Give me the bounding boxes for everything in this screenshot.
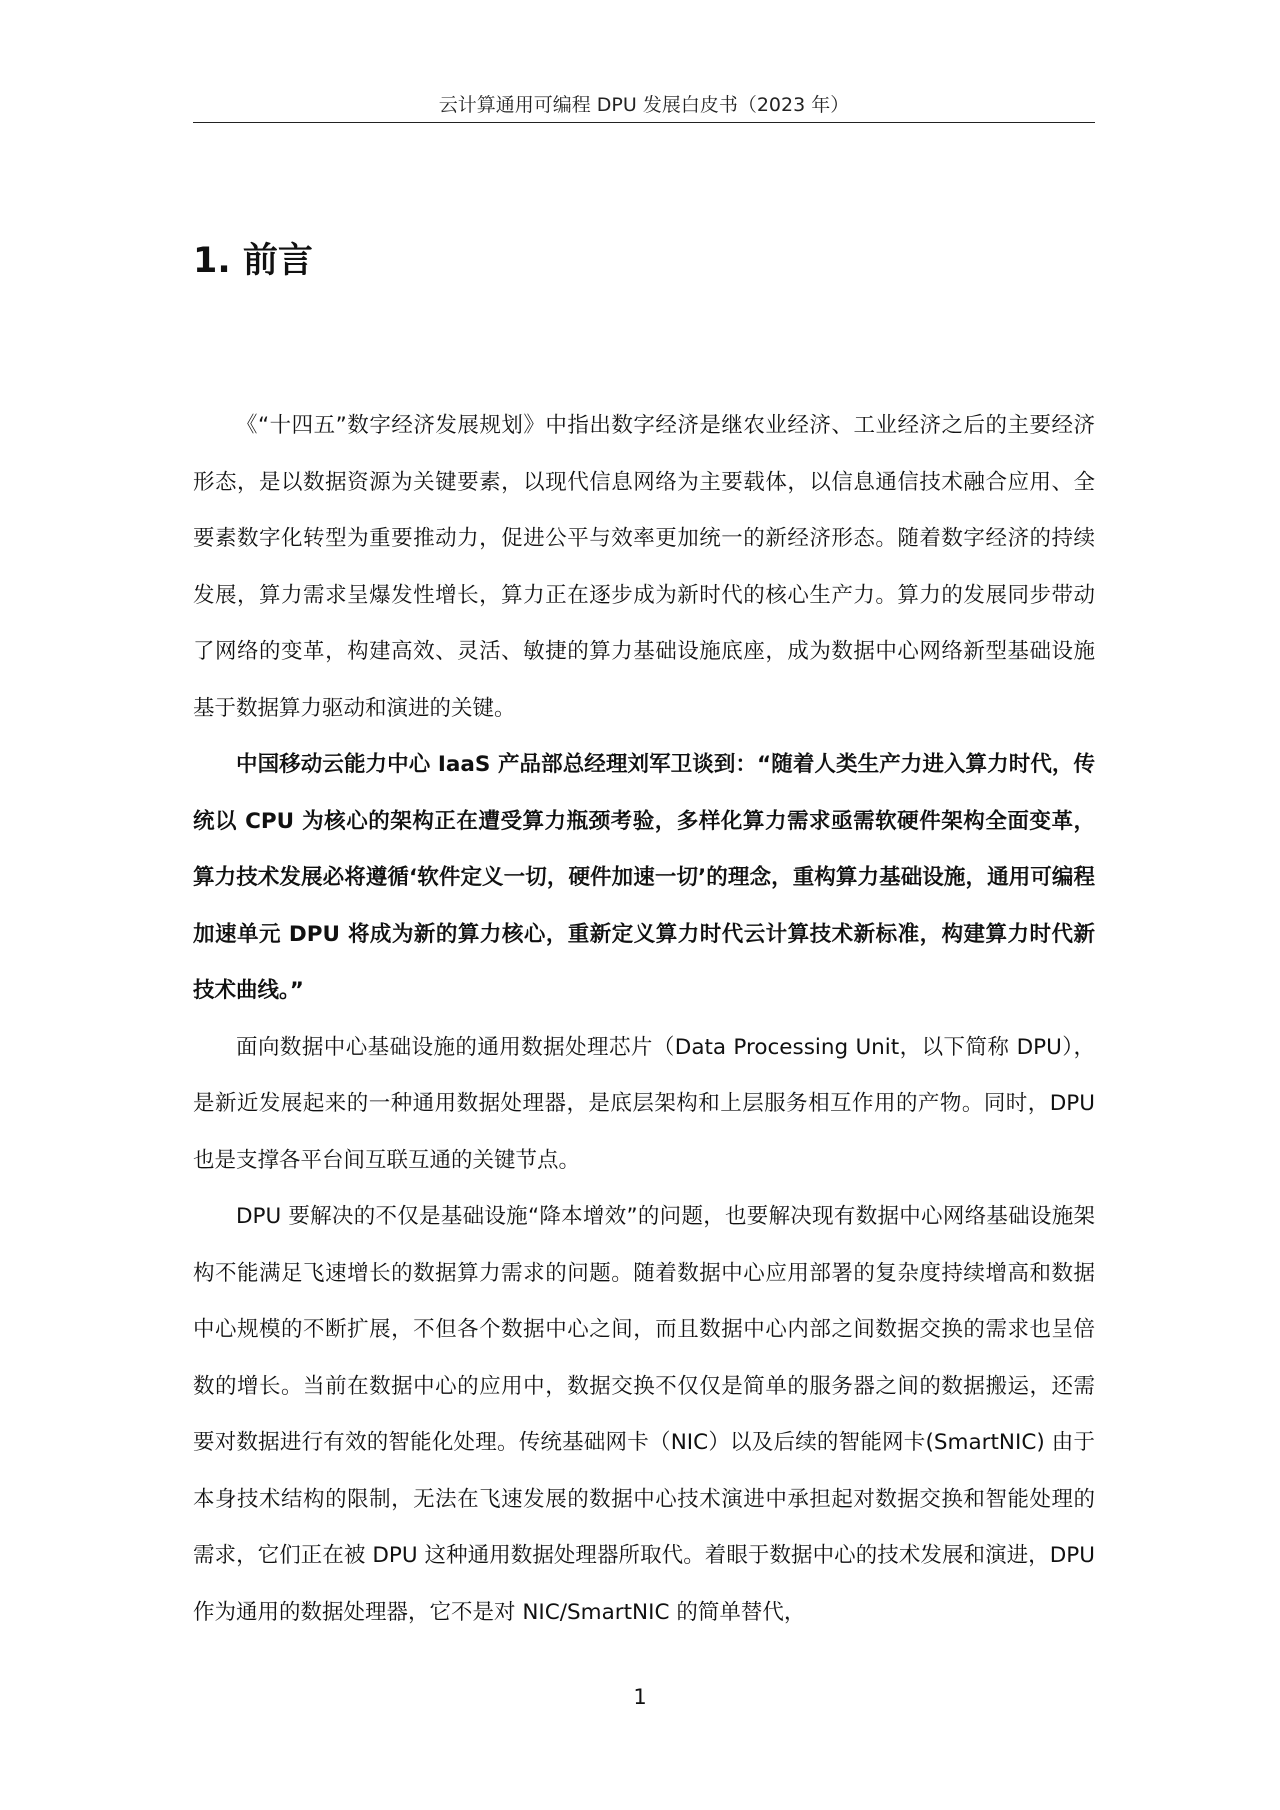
page-header xyxy=(193,88,1095,123)
page-number: 1 xyxy=(633,1685,647,1709)
paragraph-dpu-problems: DPU 要解决的不仅是基础设施“降本增效”的问题，也要解决现有数据中心网络基础设施架构不能满足飞速增长的数据算力需求的问题。随着数据中心应用部署的复杂度持续增高和数据中心规模的不断扩展，不但各个数据中心之间，而且数据中心内部之间数据交换的需求也呈倍数的增长。当前在数据中心的应用中，数据交换不仅仅是简单的服务器之间的数据搬运，还需要对数据进行有效的智能化处理。传统基础网卡（NIC）以及后续的智能网卡(SmartNIC) 由于本身技术结构的限制，无法在飞速发展的数据中心技术演进中承担起对数据交换和智能处理的需求，它们正在被 DPU 这种通用数据处理器所取代。着眼于数据中心的技术发展和演进，DPU 作为通用的数据处理器，它不是对 NIC/SmartNIC 的简单替代， xyxy=(193,1204,1095,1625)
paragraph-intro: 《“十四五”数字经济发展规划》中指出数字经济是继农业经济、工业经济之后的主要经济形态，是以数据资源为关键要素，以现代信息网络为主要载体，以信息通信技术融合应用、全要素数字化转型为重要推动力，促进公平与效率更加统一的新经济形态。随着数字经济的持续发展，算力需求呈爆发性增长，算力正在逐步成为新时代的核心生产力。算力的发展同步带动了网络的变革，构建高效、灵活、敏捷的算力基础设施底座，成为数据中心网络新型基础设施基于数据算力驱动和演进的关键。 xyxy=(193,413,1095,721)
section-title: 1. 前言 xyxy=(193,241,313,281)
paragraph-quote: 中国移动云能力中心 IaaS 产品部总经理刘军卫谈到：“随着人类生产力进入算力时代，传统以 CPU 为核心的架构正在遭受算力瓶颈考验，多样化算力需求亟需软硬件架构全面变革，算力技术发展必将遵循‘软件定义一切，硬件加速一切’的理念，重构算力基础设施，通用可编程加速单元 DPU 将成为新的算力核心，重新定义算力时代云计算技术新标准，构建算力时代新技术曲线。” xyxy=(193,752,1095,1003)
body-text xyxy=(193,398,1095,1641)
header-title: 云计算通用可编程 DPU 发展白皮书（2023 年） xyxy=(438,94,850,116)
paragraph-dpu-definition: 面向数据中心基础设施的通用数据处理芯片（Data Processing Unit，以下简称 DPU），是新近发展起来的一种通用数据处理器，是底层架构和上层服务相互作用的产物。同时，DPU 也是支撑各平台间互联互通的关键节点。 xyxy=(193,1034,1095,1173)
